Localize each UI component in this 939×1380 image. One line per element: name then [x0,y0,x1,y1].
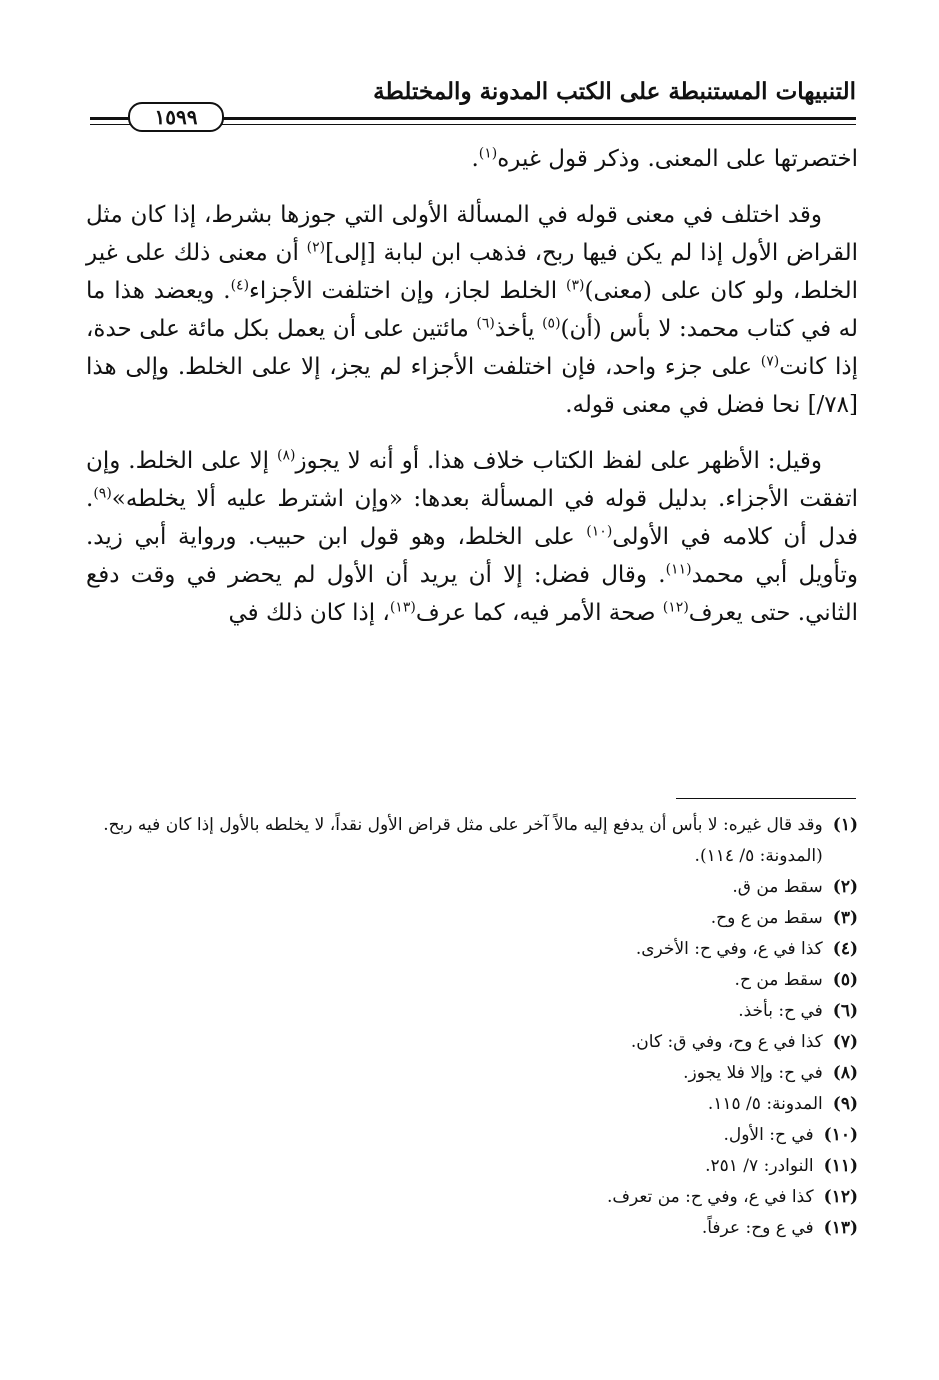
text-run: مائتين على أن يعمل بكل مائة على حدة، إذا كانت [86,316,859,380]
footnote-text: في ح: بأخذ. [738,1001,823,1021]
header-rule-left [90,117,130,120]
footnote-ref-13[interactable]: (١٣) [389,599,416,616]
text-run: الخلط لجاز، وإن اختلفت الأجزاء [249,278,566,304]
footnote-ref-8[interactable]: (٨) [276,447,296,464]
footnote-text: سقط من ح. [734,970,823,990]
footnote-text: في ح: وإلا فلا يجوز. [683,1063,823,1083]
text-run: وقد اختلف في معنى قوله في المسألة الأولى التي جوزها بشرط، إذا كان مثل القراض الأول إذا لم يكن فيها ربح، فذهب ابن لبابة [إلى] [86,202,858,266]
footnote-text: سقط من ق. [732,877,823,897]
footnote-number: (٦) [832,1001,858,1021]
text-run: يأخذ [494,316,543,342]
footnote-text: كذا في ع، وفي ح: من تعرف. [606,1187,814,1207]
footnote-item [86,1151,858,1182]
footnote-ref-1[interactable]: (١) [478,145,498,162]
footnote-item [86,872,858,903]
footnote-item [86,1058,858,1089]
text-run: . وقال فضل: إلا أن يريد أن الأول لم يحضر في وقت دفع الثاني. حتى يعرف [86,562,858,626]
footnote-number: (٨) [832,1063,858,1083]
text-run: أن معنى ذلك على غير الخلط، ولو كان على (معنى) [86,240,859,304]
footnote-ref-6[interactable]: (٦) [476,315,495,332]
footnote-item [86,934,858,965]
text-run: وقيل: الأظهر على لفظ الكتاب خلاف هذا. أو أنه لا يجوز [295,448,822,474]
footnote-item [86,996,858,1027]
footnote-ref-4[interactable]: (٤) [230,277,250,294]
text-run: ، إذا كان ذلك في [228,600,390,626]
footnote-ref-11[interactable]: (١١) [665,561,692,578]
footnote-item [86,903,858,934]
text-run: . فدل أن كلامه في الأولى [86,486,859,550]
header-rule [220,117,856,120]
text-run: اختصرتها على المعنى. وذكر قول غيره [497,146,858,172]
footnote-number: (٧) [832,1032,858,1052]
footnote-item [86,1182,858,1213]
text-run: . [471,146,479,172]
footnote-ref-3[interactable]: (٣) [566,277,585,294]
footnote-ref-12[interactable]: (١٢) [662,599,689,616]
main-text [86,140,858,650]
page-header [90,70,856,130]
running-title: التنبيهات المستنبطة على الكتب المدونة والمختلطة [373,78,856,105]
paragraph-2 [86,196,858,424]
text-run: صحة الأمر فيه، كما عرف [415,600,663,626]
footnote-number: (٣) [832,908,858,928]
footnote-number: (١٢) [823,1187,858,1207]
footnote-text: وقد قال غيره: لا بأس أن يدفع إليه مالاً آخر على مثل قراض الأول نقداً، لا يخلطه بالأول إذا كان فيه ربح. (المدونة: ٥/ ١١٤). [103,815,823,866]
footnote-item [86,1089,858,1120]
footnote-separator [676,798,856,799]
footnote-number: (٥) [832,970,858,990]
footnote-item [86,965,858,996]
footnote-number: (٢) [832,877,858,897]
footnote-text: سقط من ع وح. [710,908,823,928]
footnote-number: (٤) [832,939,858,959]
footnote-item [86,1213,858,1244]
text-run: إلا على الخلط. وإن اتفقت الأجزاء. بدليل قوله في المسألة بعدها: «وإن اشترط عليه ألا يخلطه» [86,448,858,512]
footnote-item [86,1120,858,1151]
footnote-text: كذا في ع، وفي ح: الأخرى. [635,939,823,959]
paragraph-3 [86,442,858,632]
footnote-text: في ع وح: عرفاً. [701,1218,814,1238]
text-run: . ويعضد هذا ما له في كتاب محمد: لا بأس (أن) [86,278,858,342]
page-number: ١٥٩٩ [128,102,224,132]
footnote-item [86,1027,858,1058]
footnote-number: (١) [832,815,858,835]
footnote-number: (١١) [823,1156,858,1176]
text-run: على الخلط، وهو قول ابن حبيب. ورواية أبي زيد. وتأويل أبي محمد [86,524,858,588]
footnote-number: (١٠) [823,1125,858,1145]
footnote-text: في ح: الأول. [723,1125,814,1145]
footnote-text: النوادر: ٧/ ٢٥١. [705,1156,814,1176]
footnote-ref-2[interactable]: (٢) [306,239,326,256]
footnote-ref-9[interactable]: (٩) [93,485,112,502]
footnote-number: (١٣) [823,1218,858,1238]
footnote-item [86,810,858,872]
footnote-text: المدونة: ٥/ ١١٥. [707,1094,823,1114]
paragraph-1 [86,140,858,178]
footnote-ref-5[interactable]: (٥) [542,315,561,332]
text-run: على جزء واحد، فإن اختلفت الأجزاء لم يجز، إلا على الخلط. وإلى هذا [٧٨/] نحا فضل في معنى قوله. [86,354,858,418]
footnotes-list [86,810,858,1244]
footnote-ref-7[interactable]: (٧) [760,353,780,370]
footnote-number: (٩) [832,1094,858,1114]
footnote-ref-10[interactable]: (١٠) [586,523,613,540]
footnote-text: كذا في ع وح، وفي ق: كان. [630,1032,823,1052]
